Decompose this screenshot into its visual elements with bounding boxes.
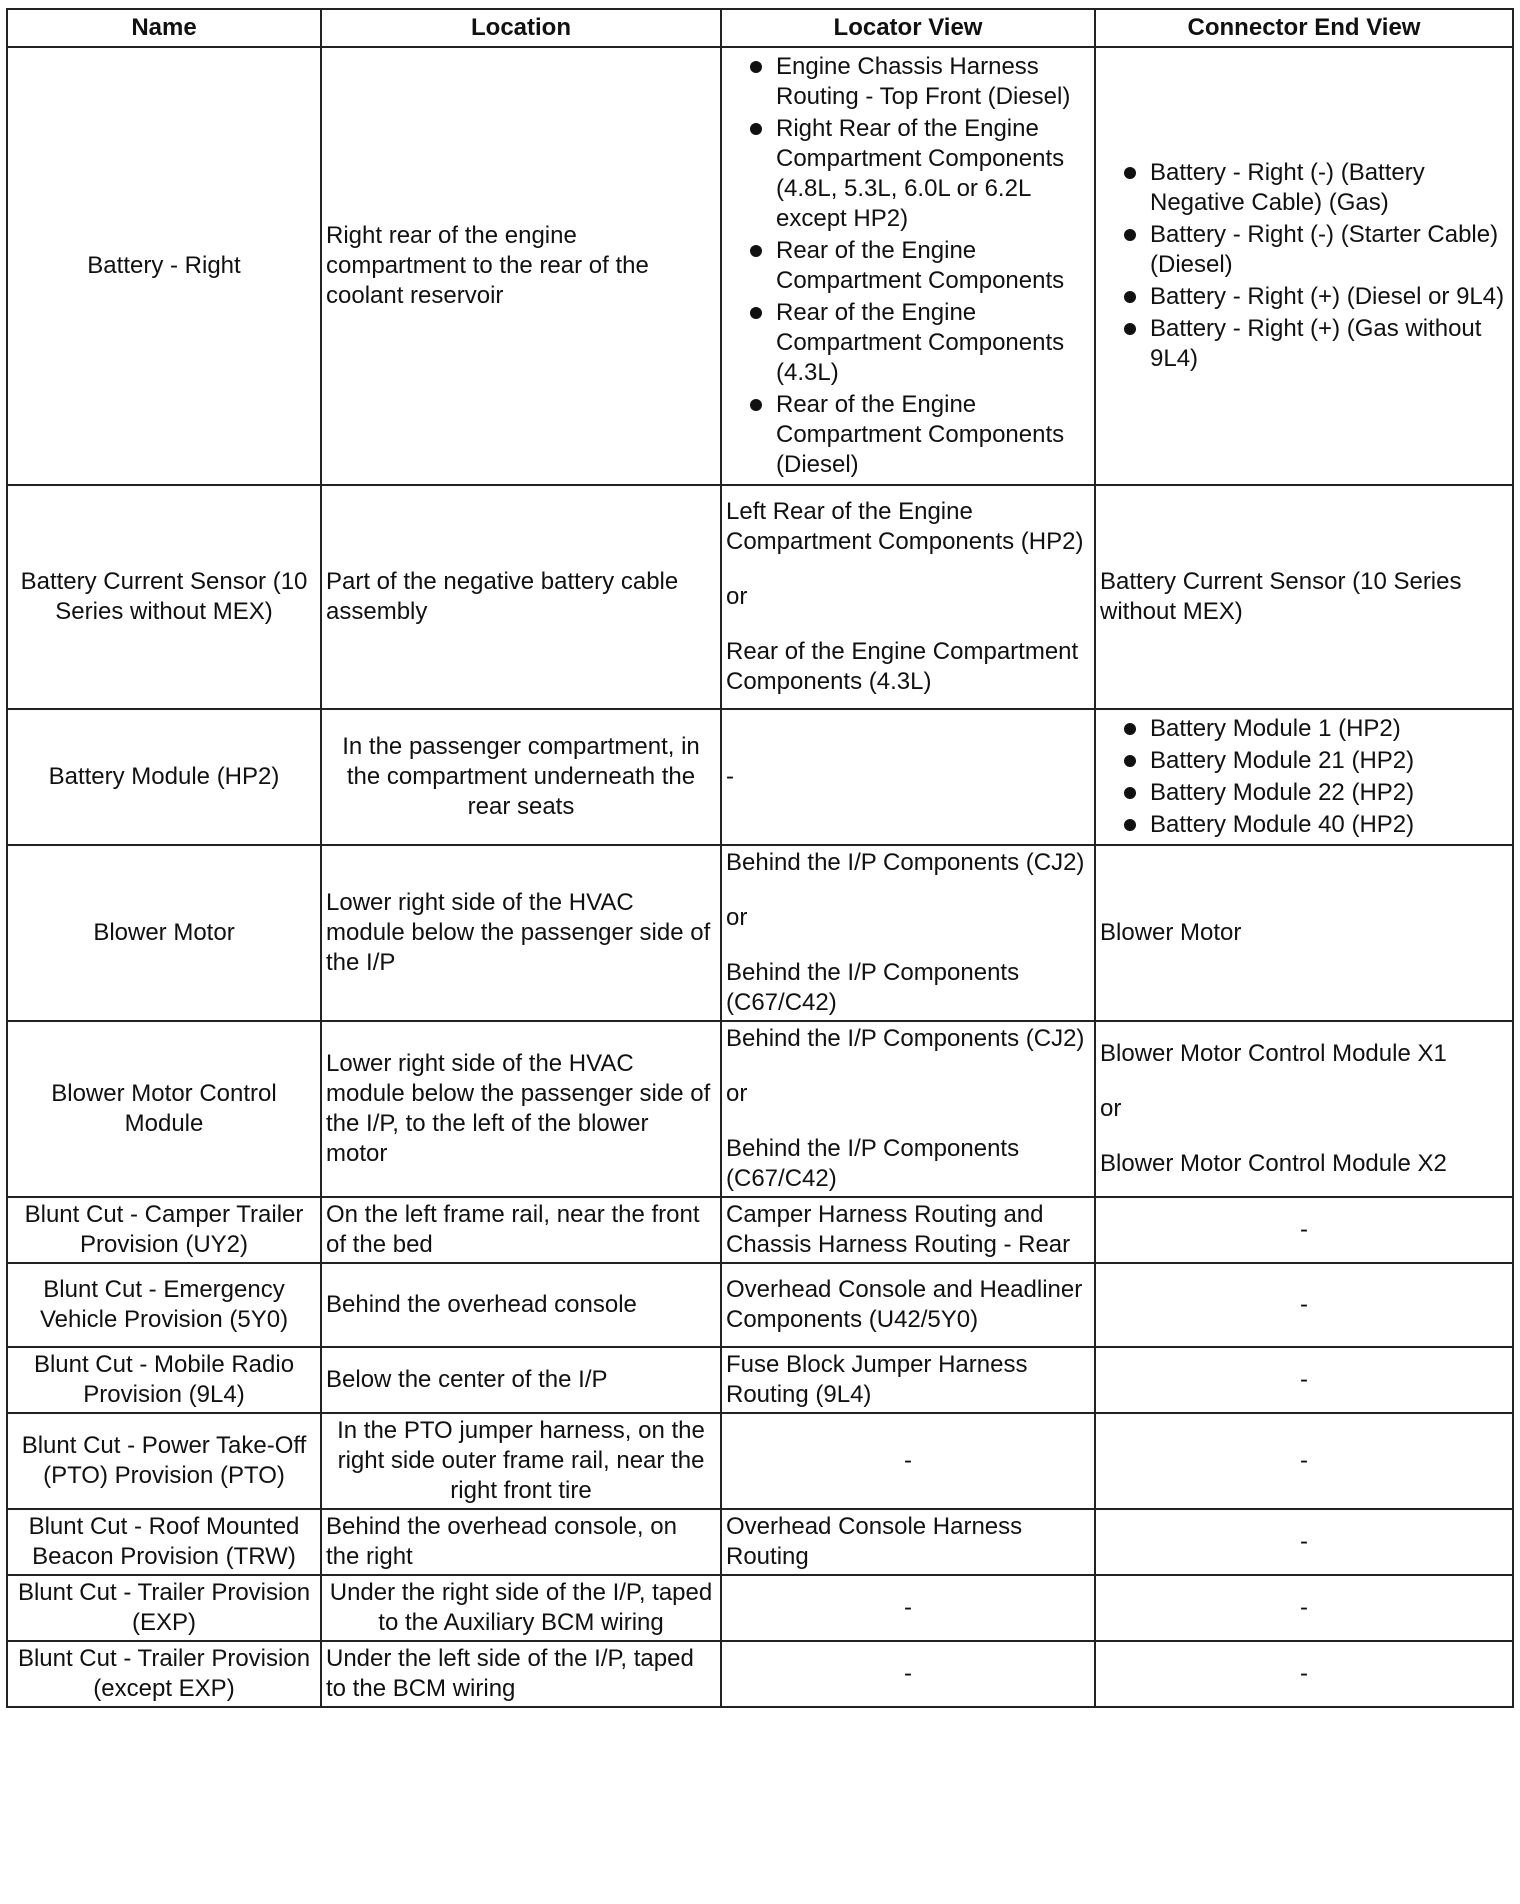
or-separator: or bbox=[1100, 1095, 1122, 1122]
locator-link[interactable]: Engine Chassis Harness Routing - Top Front (Diesel) bbox=[776, 53, 1071, 110]
cell-location: In the PTO jumper harness, on the right side outer frame rail, near the right front tire bbox=[321, 1413, 721, 1509]
cell-connector-end-view: - bbox=[1095, 1575, 1513, 1641]
locator-link[interactable]: Fuse Block Jumper Harness Routing (9L4) bbox=[726, 1351, 1028, 1408]
cell-locator-view: - bbox=[721, 1413, 1095, 1509]
locator-link[interactable]: Rear of the Engine Compartment Components (4.3L) bbox=[776, 299, 1065, 386]
table-row bbox=[7, 1509, 1513, 1575]
list-item[interactable] bbox=[1112, 158, 1508, 218]
list-item[interactable] bbox=[738, 52, 1090, 112]
locator-link[interactable]: Rear of the Engine Compartment Components (Diesel) bbox=[776, 391, 1065, 478]
cell-name: Blower Motor bbox=[7, 845, 321, 1021]
cell-connector-end-view: - bbox=[1095, 1347, 1513, 1413]
or-separator: or bbox=[726, 1080, 748, 1107]
cell-name: Blunt Cut - Mobile Radio Provision (9L4) bbox=[7, 1347, 321, 1413]
cell-location: On the left frame rail, near the front of the bed bbox=[321, 1197, 721, 1263]
table-row bbox=[7, 485, 1513, 709]
cell-location: Under the left side of the I/P, taped to the BCM wiring bbox=[321, 1641, 721, 1707]
locator-link[interactable]: Behind the I/P Components (C67/C42) bbox=[726, 1135, 1020, 1192]
header-location: Location bbox=[321, 9, 721, 47]
connector-list bbox=[1100, 714, 1508, 840]
locator-link[interactable]: Overhead Console and Headliner Components (U42/5Y0) bbox=[726, 1276, 1083, 1333]
cell-location: Behind the overhead console, on the right bbox=[321, 1509, 721, 1575]
cell-locator-view bbox=[721, 47, 1095, 485]
cell-locator-view: - bbox=[721, 709, 1095, 845]
cell-locator-view bbox=[721, 485, 1095, 709]
locator-link[interactable]: Rear of the Engine Compartment Components (4.3L) bbox=[726, 638, 1079, 695]
connector-link[interactable]: Battery Module 1 (HP2) bbox=[1150, 715, 1401, 742]
cell-location: Lower right side of the HVAC module below the passenger side of the I/P, to the left of the blower motor bbox=[321, 1021, 721, 1197]
list-item[interactable] bbox=[1112, 810, 1508, 840]
list-item[interactable] bbox=[1112, 314, 1508, 374]
locator-link[interactable]: Behind the I/P Components (C67/C42) bbox=[726, 959, 1020, 1016]
cell-locator-view bbox=[721, 1509, 1095, 1575]
connector-link[interactable]: Battery Module 22 (HP2) bbox=[1150, 779, 1415, 806]
cell-name: Blunt Cut - Roof Mounted Beacon Provision (TRW) bbox=[7, 1509, 321, 1575]
connector-link[interactable]: Battery - Right (-) (Battery Negative Cable) (Gas) bbox=[1150, 159, 1425, 216]
table-row bbox=[7, 1021, 1513, 1197]
locator-link[interactable]: Behind the I/P Components (CJ2) bbox=[726, 849, 1085, 876]
connector-link[interactable]: Battery Module 40 (HP2) bbox=[1150, 811, 1415, 838]
table-row bbox=[7, 1347, 1513, 1413]
cell-location: Part of the negative battery cable assembly bbox=[321, 485, 721, 709]
cell-connector-end-view: - bbox=[1095, 1413, 1513, 1509]
locator-link[interactable]: Rear of the Engine Compartment Components bbox=[776, 237, 1065, 294]
cell-connector-end-view: - bbox=[1095, 1197, 1513, 1263]
cell-name: Battery Module (HP2) bbox=[7, 709, 321, 845]
cell-locator-view bbox=[721, 1347, 1095, 1413]
connector-link[interactable]: Blower Motor bbox=[1100, 919, 1242, 946]
list-item[interactable] bbox=[1112, 282, 1508, 312]
table-row bbox=[7, 1575, 1513, 1641]
connector-link[interactable]: Blower Motor Control Module X2 bbox=[1100, 1150, 1447, 1177]
cell-connector-end-view: - bbox=[1095, 1641, 1513, 1707]
cell-name: Blunt Cut - Camper Trailer Provision (UY2) bbox=[7, 1197, 321, 1263]
cell-connector-end-view bbox=[1095, 709, 1513, 845]
cell-locator-view bbox=[721, 1197, 1095, 1263]
cell-name: Blunt Cut - Emergency Vehicle Provision (5Y0) bbox=[7, 1263, 321, 1347]
cell-locator-view: - bbox=[721, 1641, 1095, 1707]
cell-connector-end-view bbox=[1095, 845, 1513, 1021]
cell-location: Behind the overhead console bbox=[321, 1263, 721, 1347]
table-row bbox=[7, 1197, 1513, 1263]
list-item[interactable] bbox=[1112, 778, 1508, 808]
locator-list bbox=[726, 52, 1090, 480]
cell-locator-view bbox=[721, 1021, 1095, 1197]
cell-name: Blunt Cut - Trailer Provision (EXP) bbox=[7, 1575, 321, 1641]
cell-name: Battery Current Sensor (10 Series without MEX) bbox=[7, 485, 321, 709]
cell-location: Below the center of the I/P bbox=[321, 1347, 721, 1413]
or-separator: or bbox=[726, 904, 748, 931]
list-item[interactable] bbox=[738, 298, 1090, 388]
table-header-row bbox=[7, 9, 1513, 47]
header-connector-end-view: Connector End View bbox=[1095, 9, 1513, 47]
cell-connector-end-view bbox=[1095, 1021, 1513, 1197]
table-row bbox=[7, 1263, 1513, 1347]
cell-locator-view bbox=[721, 845, 1095, 1021]
cell-name: Blunt Cut - Power Take-Off (PTO) Provision (PTO) bbox=[7, 1413, 321, 1509]
cell-locator-view bbox=[721, 1263, 1095, 1347]
cell-location: In the passenger compartment, in the compartment underneath the rear seats bbox=[321, 709, 721, 845]
cell-location: Right rear of the engine compartment to the rear of the coolant reservoir bbox=[321, 47, 721, 485]
locator-link[interactable]: Left Rear of the Engine Compartment Components (HP2) bbox=[726, 498, 1084, 555]
list-item[interactable] bbox=[1112, 220, 1508, 280]
connector-link[interactable]: Battery Module 21 (HP2) bbox=[1150, 747, 1415, 774]
cell-name: Blower Motor Control Module bbox=[7, 1021, 321, 1197]
list-item[interactable] bbox=[1112, 746, 1508, 776]
cell-location: Lower right side of the HVAC module below the passenger side of the I/P bbox=[321, 845, 721, 1021]
list-item[interactable] bbox=[738, 114, 1090, 234]
table-row bbox=[7, 845, 1513, 1021]
list-item[interactable] bbox=[1112, 714, 1508, 744]
connector-link[interactable]: Battery - Right (+) (Diesel or 9L4) bbox=[1150, 283, 1505, 310]
connector-link[interactable]: Battery - Right (+) (Gas without 9L4) bbox=[1150, 315, 1482, 372]
cell-connector-end-view bbox=[1095, 47, 1513, 485]
locator-link[interactable]: Camper Harness Routing and Chassis Harness Routing - Rear bbox=[726, 1201, 1071, 1258]
header-locator-view: Locator View bbox=[721, 9, 1095, 47]
locator-link[interactable]: Behind the I/P Components (CJ2) bbox=[726, 1025, 1085, 1052]
locator-link[interactable]: Overhead Console Harness Routing bbox=[726, 1513, 1023, 1570]
cell-locator-view: - bbox=[721, 1575, 1095, 1641]
cell-connector-end-view: - bbox=[1095, 1263, 1513, 1347]
cell-connector-end-view bbox=[1095, 485, 1513, 709]
list-item[interactable] bbox=[738, 390, 1090, 480]
locator-link[interactable]: Right Rear of the Engine Compartment Components (4.8L, 5.3L, 6.0L or 6.2L except HP2) bbox=[776, 115, 1065, 232]
table-row bbox=[7, 47, 1513, 485]
cell-connector-end-view: - bbox=[1095, 1509, 1513, 1575]
table-row bbox=[7, 1413, 1513, 1509]
connector-link[interactable]: Battery Current Sensor (10 Series without MEX) bbox=[1100, 568, 1462, 625]
component-locator-table bbox=[6, 8, 1514, 1708]
connector-link[interactable]: Battery - Right (-) (Starter Cable) (Diesel) bbox=[1150, 221, 1499, 278]
table-row bbox=[7, 1641, 1513, 1707]
cell-name: Blunt Cut - Trailer Provision (except EXP) bbox=[7, 1641, 321, 1707]
or-separator: or bbox=[726, 583, 748, 610]
list-item[interactable] bbox=[738, 236, 1090, 296]
component-locator-table-wrapper bbox=[6, 8, 1512, 1708]
header-name: Name bbox=[7, 9, 321, 47]
table-row bbox=[7, 709, 1513, 845]
connector-link[interactable]: Blower Motor Control Module X1 bbox=[1100, 1040, 1447, 1067]
connector-list bbox=[1100, 158, 1508, 374]
cell-location: Under the right side of the I/P, taped to the Auxiliary BCM wiring bbox=[321, 1575, 721, 1641]
cell-name: Battery - Right bbox=[7, 47, 321, 485]
